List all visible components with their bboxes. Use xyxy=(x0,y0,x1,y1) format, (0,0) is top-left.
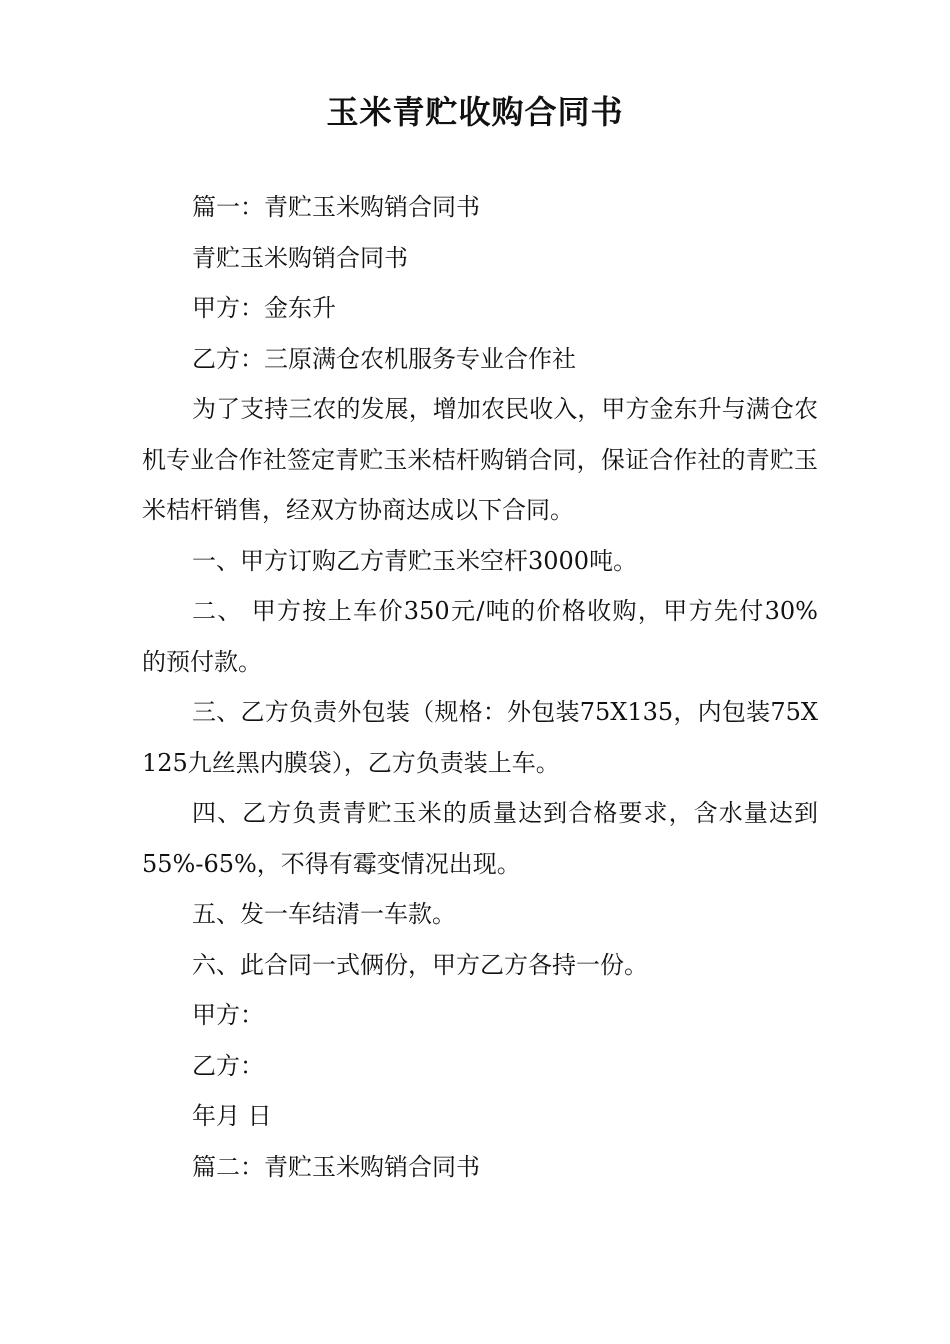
section-heading-part-one: 篇一：青贮玉米购销合同书 xyxy=(192,193,480,221)
document-title: 玉米青贮收购合同书 xyxy=(326,93,624,131)
clause-two: 二、 甲方按上车价350元/吨的价格收购，甲方先付30% 的预付款。 xyxy=(142,597,818,676)
signature-date: 年月 日 xyxy=(192,1102,272,1130)
clause-six: 六、此合同一式俩份，甲方乙方各持一份。 xyxy=(192,950,648,979)
party-b-line: 乙方：三原满仓农机服务专业合作社 xyxy=(192,344,576,373)
contract-subtitle: 青贮玉米购销合同书 xyxy=(192,243,408,272)
clause-one: 一、甲方订购乙方青贮玉米空杆3000吨。 xyxy=(192,546,638,575)
clause-three: 三、乙方负责外包装（规格：外包装75X135，内包装75X 125九丝黑内膜袋），乙方负责装上车。 xyxy=(142,698,818,777)
signature-party-a: 甲方： xyxy=(192,1001,264,1029)
document-body xyxy=(142,182,818,1192)
party-a-line: 甲方：金东升 xyxy=(192,294,336,322)
preamble-paragraph: 为了支持三农的发展，增加农民收入，甲方金东升与满仓农机专业合作社签定青贮玉米桔杆购销合同，保证合作社的青贮玉米桔杆销售，经双方协商达成以下合同。 xyxy=(142,395,818,524)
signature-party-b: 乙方： xyxy=(192,1051,264,1080)
clause-five: 五、发一车结清一车款。 xyxy=(192,900,456,928)
section-heading-part-two: 篇二：青贮玉米购销合同书 xyxy=(192,1152,480,1181)
clause-four: 四、乙方负责青贮玉米的质量达到合格要求，含水量达到55%-65%，不得有霉变情况出现。 xyxy=(142,799,818,878)
